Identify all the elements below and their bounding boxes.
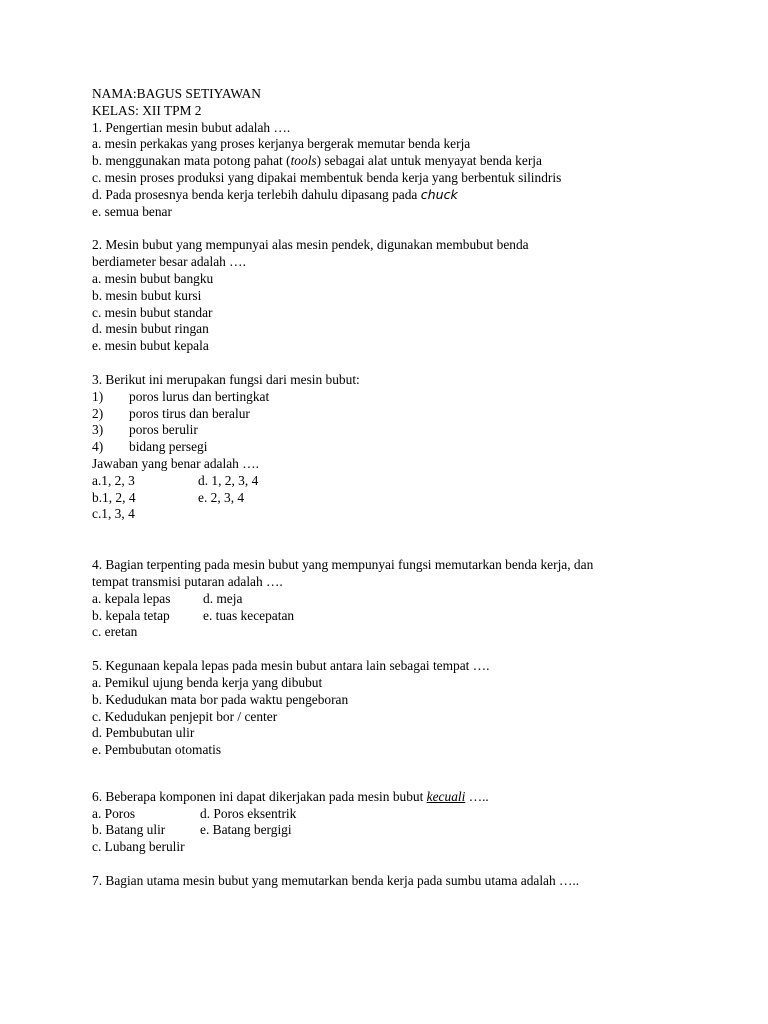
question-stem: 2. Mesin bubut yang mempunyai alas mesin pendek, digunakan membubut benda	[92, 237, 529, 253]
option-d: d. 1, 2, 3, 4	[198, 472, 259, 488]
student-class: KELAS: XII TPM 2	[92, 102, 202, 118]
option-a: a. mesin perkakas yang proses kerjanya bergerak memutar benda kerja	[92, 136, 471, 152]
option-b: b. mesin bubut kursi	[92, 287, 202, 303]
item-text: poros lurus dan bertingkat	[129, 388, 270, 404]
option-b-text: b. menggunakan mata potong pahat (	[92, 153, 291, 169]
stem-emphasis: kecuali	[426, 788, 466, 804]
question-stem: 1. Pengertian mesin bubut adalah ….	[92, 119, 291, 135]
question-stem: 4. Bagian terpenting pada mesin bubut yang mempunyai fungsi memutarkan benda kerja, dan	[92, 557, 594, 573]
numbered-item	[92, 389, 732, 406]
option-e: e. mesin bubut kepala	[92, 338, 209, 354]
item-number: 2)	[92, 405, 104, 421]
option-row	[92, 591, 732, 608]
numbered-item	[92, 422, 732, 439]
option-d: d. meja	[203, 590, 243, 606]
option-b: b. Kedudukan mata bor pada waktu pengeboran	[92, 691, 349, 707]
option-b-italic: tools	[290, 153, 317, 169]
option-b: b.1, 2, 4	[92, 489, 136, 505]
option-d-italic: chuck	[420, 186, 458, 202]
question-2	[92, 237, 732, 355]
option-c: c. mesin proses produksi yang dipakai membentuk benda kerja yang berbentuk silindris	[92, 169, 562, 185]
numbered-item	[92, 439, 732, 456]
numbered-item	[92, 406, 732, 423]
option-b-text-end: ) sebagai alat untuk menyayat benda kerja	[316, 153, 542, 169]
option-d: d. Pembubutan ulir	[92, 725, 195, 741]
option-a: a. kepala lepas	[92, 590, 171, 606]
item-number: 3)	[92, 422, 104, 438]
student-name: NAMA:BAGUS SETIYAWAN	[92, 86, 261, 101]
option-b: b. kepala tetap	[92, 607, 170, 623]
option-row	[92, 806, 732, 823]
option-b: b. Batang ulir	[92, 822, 166, 838]
option-d-text: d. Pada prosesnya benda kerja terlebih dahulu dipasang pada	[92, 186, 421, 202]
option-e: e. semua benar	[92, 203, 172, 219]
question-4	[92, 557, 732, 641]
stem-text-end: …..	[465, 788, 489, 804]
question-stem-continued: tempat transmisi putaran adalah ….	[92, 573, 283, 589]
question-stem-continued: berdiameter besar adalah ….	[92, 254, 246, 270]
question-1	[92, 120, 732, 221]
option-b	[92, 153, 732, 170]
option-row	[92, 822, 732, 839]
item-number: 1)	[92, 388, 104, 404]
option-a: a. Poros	[92, 805, 136, 821]
option-a: a. mesin bubut bangku	[92, 270, 214, 286]
item-text: poros berulir	[129, 422, 198, 438]
question-6	[92, 789, 732, 856]
option-c: c. Kedudukan penjepit bor / center	[92, 708, 278, 724]
question-3	[92, 372, 732, 523]
option-e: e. Pembubutan otomatis	[92, 742, 222, 758]
option-e: e. tuas kecepatan	[203, 607, 295, 623]
option-e: e. 2, 3, 4	[198, 489, 245, 505]
option-row	[92, 490, 732, 507]
option-d: d. mesin bubut ringan	[92, 321, 209, 337]
question-stem: 5. Kegunaan kepala lepas pada mesin bubut antara lain sebagai tempat ….	[92, 658, 490, 674]
question-stem: 3. Berikut ini merupakan fungsi dari mesin bubut:	[92, 371, 360, 387]
option-e: e. Batang bergigi	[200, 822, 292, 838]
question-7	[92, 873, 732, 890]
option-a: a.1, 2, 3	[92, 472, 135, 488]
option-a: a. Pemikul ujung benda kerja yang dibubut	[92, 674, 323, 690]
answer-prompt: Jawaban yang benar adalah ….	[92, 455, 259, 471]
option-d: d. Poros eksentrik	[200, 805, 297, 821]
option-row	[92, 608, 732, 625]
stem-text: 6. Beberapa komponen ini dapat dikerjakan pada mesin bubut	[92, 788, 427, 804]
item-text: poros tirus dan beralur	[129, 405, 250, 421]
question-5	[92, 658, 732, 759]
option-c: c. mesin bubut standar	[92, 304, 213, 320]
document-page	[92, 86, 732, 890]
option-c: c.1, 3, 4	[92, 506, 135, 522]
option-c: c. Lubang berulir	[92, 839, 185, 855]
question-stem: 7. Bagian utama mesin bubut yang memutarkan benda kerja pada sumbu utama adalah …..	[92, 873, 580, 889]
item-text: bidang persegi	[129, 439, 208, 455]
option-row	[92, 473, 732, 490]
item-number: 4)	[92, 439, 104, 455]
option-c: c. eretan	[92, 624, 138, 640]
question-stem	[92, 789, 732, 806]
option-d	[92, 187, 732, 204]
